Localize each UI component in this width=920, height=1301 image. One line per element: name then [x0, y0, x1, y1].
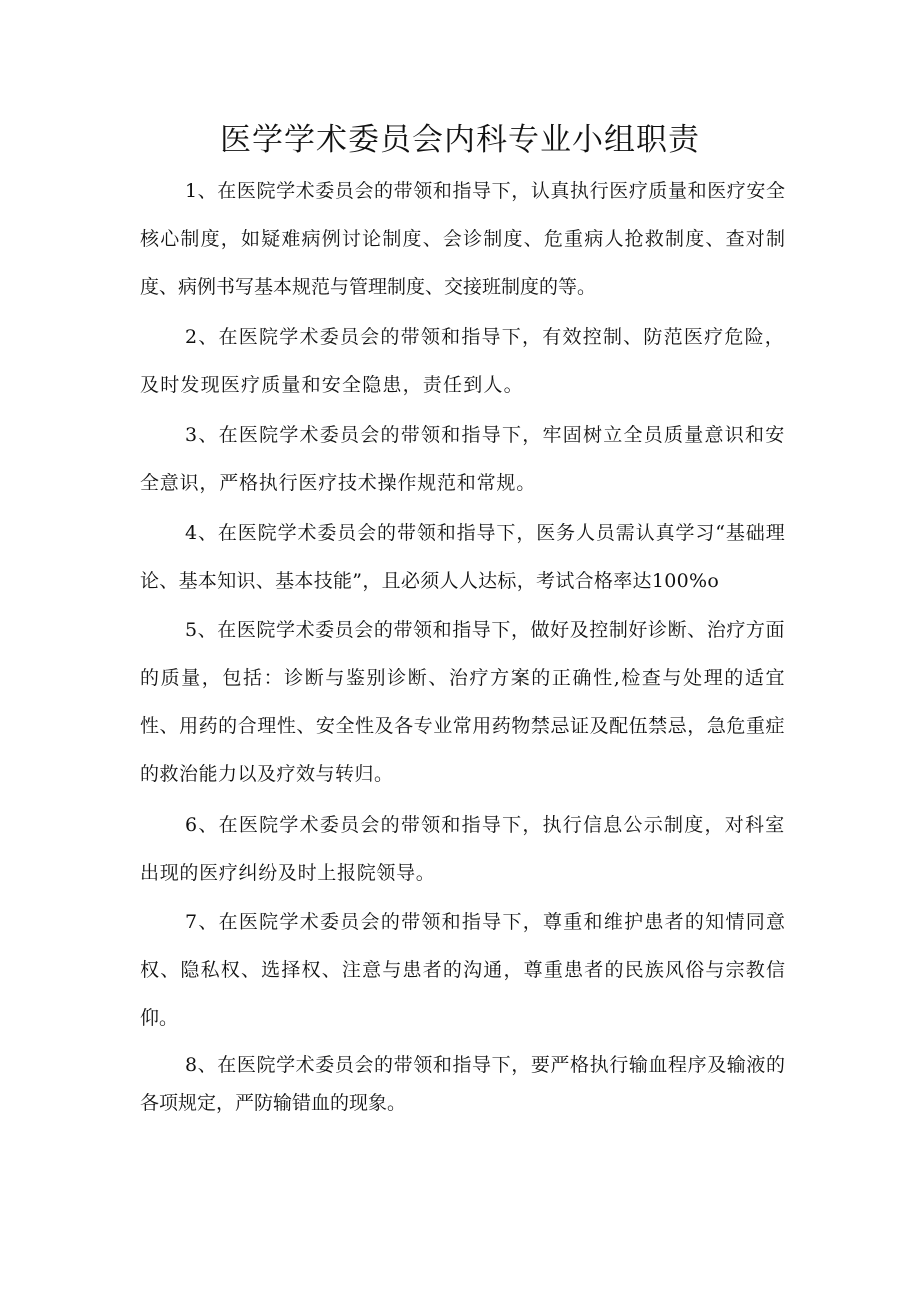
paragraph-2: 2、在医院学术委员会的带领和指导下，有效控制、防范医疗危险，及时发现医疗质量和安全隐患，责任到人。 — [140, 326, 785, 396]
paragraph-3: 3、在医院学术委员会的带领和指导下，牢固树立全员质量意识和安全意识，严格执行医疗技术操作规范和常规。 — [140, 424, 785, 494]
paragraph-8: 8、在医院学术委员会的带领和指导下，要严格执行输血程序及输液的各项规定，严防输错血的现象。 — [140, 1054, 785, 1114]
paragraph-5: 5、在医院学术委员会的带领和指导下，做好及控制好诊断、治疗方面的质量，包括：诊断与鉴别诊断、治疗方案的正确性,检查与处理的适宜性、用药的合理性、安全性及各专业常用药物禁忌证及配伍禁忌，急危重症的救治能力以及疗效与转归。 — [140, 619, 785, 785]
paragraph-6: 6、在医院学术委员会的带领和指导下，执行信息公示制度，对科室出现的医疗纠纷及时上报院领导。 — [140, 814, 785, 884]
document-title: 医学学术委员会内科专业小组职责 — [220, 122, 700, 158]
paragraph-1: 1、在医院学术委员会的带领和指导下，认真执行医疗质量和医疗安全核心制度，如疑难病例讨论制度、会诊制度、危重病人抢救制度、查对制度、病例书写基本规范与管理制度、交接班制度的等。 — [140, 180, 785, 298]
paragraph-7: 7、在医院学术委员会的带领和指导下，尊重和维护患者的知情同意权、隐私权、选择权、注意与患者的沟通，尊重患者的民族风俗与宗教信仰。 — [140, 911, 785, 1029]
paragraph-4: 4、在医院学术委员会的带领和指导下，医务人员需认真学习“基础理论、基本知识、基本技能”，且必须人人达标，考试合格率达100%o — [140, 522, 785, 592]
